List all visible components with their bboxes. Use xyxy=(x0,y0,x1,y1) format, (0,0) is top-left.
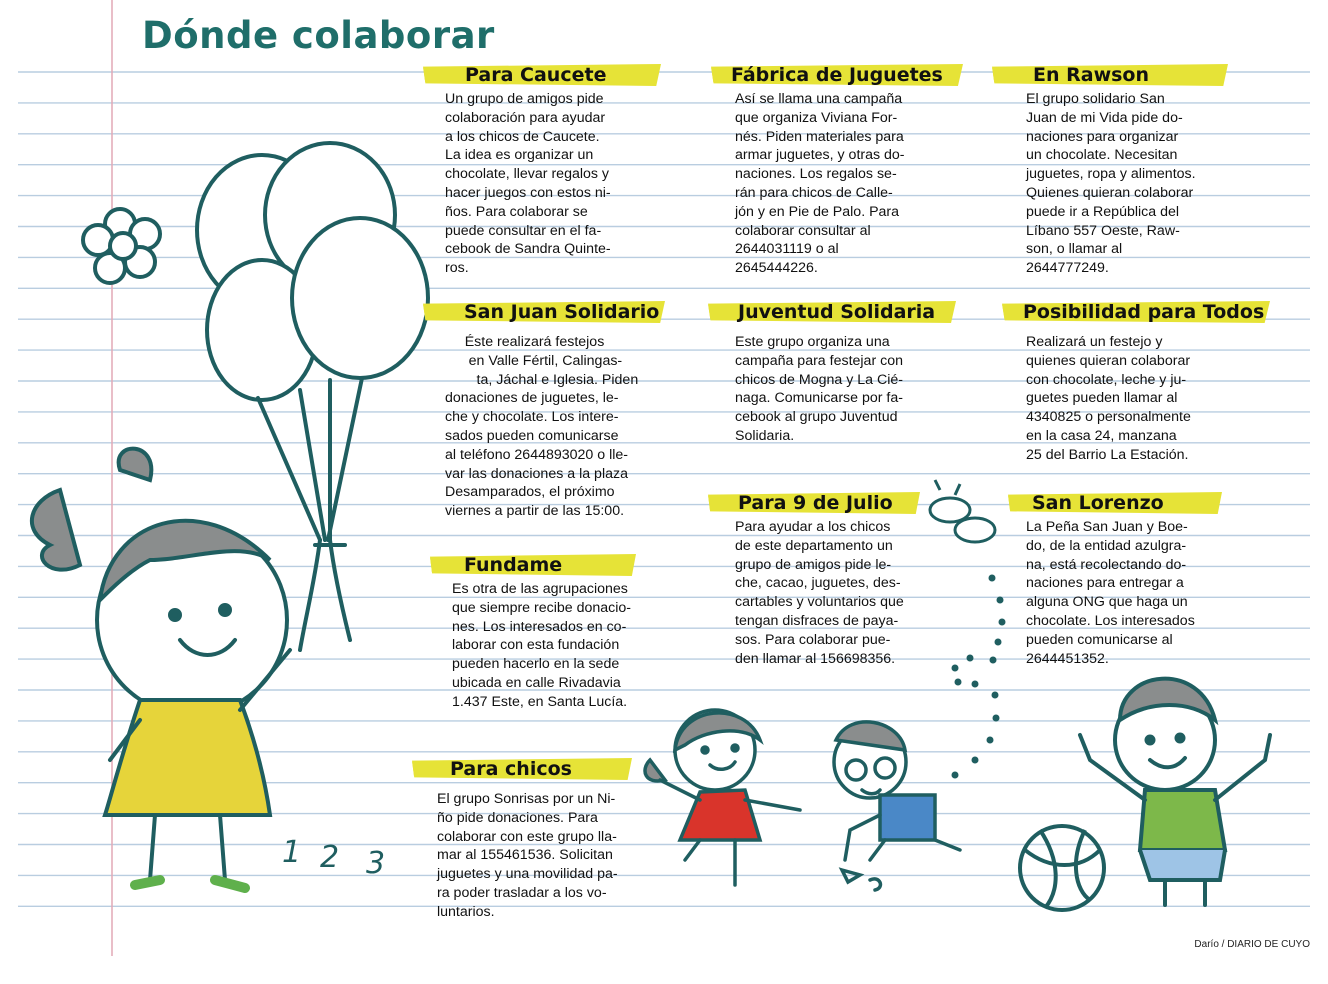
doodle-numbers xyxy=(282,835,385,881)
section-text: Este grupo organiza una campaña para festejar con chicos de Mogna y La Cié- naga. Comunicarse por fa- cebook al grupo Juventud Solidaria. xyxy=(735,334,903,444)
section-para-chicos xyxy=(437,756,618,922)
number-1: 1 xyxy=(282,835,302,870)
section-heading: En Rawson xyxy=(1033,64,1150,86)
section-header xyxy=(735,299,935,325)
credit-line: Darío / DIARIO DE CUYO xyxy=(1194,939,1310,950)
section-text: Éste realizará festejos en Valle Fértil, Calingas- ta, Jáchal e Iglesia. Piden donaciones de juguetes, le- che y chocolate. Los intere- sados pueden comunicarse al teléfono 2644893020 o lle- var las donaciones a la plaza Desamparados, el próximo viernes a partir de las 15:00. xyxy=(445,334,639,520)
section-header xyxy=(735,490,904,516)
section-text: Es otra de las agrupaciones que siempre recibe donacio- nes. Los interesados en co- laborar con esta fundación pueden hacerlo en la sede ubicada en calle Rivadavia 1.437 Este, en Santa Lucía. xyxy=(452,581,632,710)
section-header xyxy=(1026,62,1196,88)
section-text: Un grupo de amigos pide colaboración para ayudar a los chicos de Caucete. La idea es organizar un chocolate, llevar regalos y hacer juegos con estos ni- ños. Para colaborar se puede consultar en el fa- cebook de Sandra Quinte- ros. xyxy=(445,91,611,277)
section-text: El grupo Sonrisas por un Ni- ño pide donaciones. Para colaborar con este grupo lla- mar al 155461536. Solicitan juguetes y una movilidad pa- ra poder trasladar a los vo- luntarios. xyxy=(437,791,618,920)
section-text: La Peña San Juan y Boe- do, de la entidad azulgra- na, está recolectando do- naciones para entregar a alguna ONG que haga un chocolate. Los interesados pueden comunicarse al 2644451352. xyxy=(1026,519,1195,667)
girl-drawing xyxy=(32,449,290,888)
section-text: Realizará un festejo y quienes quieran colaborar con chocolate, leche y ju- guetes pueden llamar al 4340825 o personalmente en la casa 24, manzana 25 del Barrio La Estación. xyxy=(1026,334,1191,463)
flower-doodle xyxy=(83,209,160,283)
section-posibilidad-para-todos xyxy=(1023,299,1267,465)
section-heading: Juventud Solidaria xyxy=(738,301,936,323)
section-heading: Para Caucete xyxy=(465,64,607,86)
section-header xyxy=(437,756,618,782)
section-header xyxy=(445,62,611,88)
section-header xyxy=(731,62,947,88)
section-rawson xyxy=(1026,62,1196,278)
section-heading: San Lorenzo xyxy=(1032,492,1164,514)
waving-boy-drawing xyxy=(1080,679,1270,905)
number-3: 3 xyxy=(366,846,386,881)
section-heading: Fundame xyxy=(464,554,563,576)
section-san-juan-solidario xyxy=(445,299,659,521)
section-text: Para ayudar a los chicos de este departamento un grupo de amigos pide le- che, cacao, juguetes, des- cartables y voluntarios que tengan disfraces de paya- sos. Para colaborar pue- den llamar al 156698356. xyxy=(735,519,904,667)
section-heading: San Juan Solidario xyxy=(464,301,660,323)
running-girl-drawing xyxy=(645,710,800,885)
section-fundame xyxy=(452,552,631,712)
section-fabrica-de-juguetes xyxy=(731,62,947,278)
section-header xyxy=(1026,490,1195,516)
section-san-lorenzo xyxy=(1026,490,1195,668)
dotted-trail xyxy=(952,575,1006,779)
page-title: Dónde colaborar xyxy=(142,14,495,57)
section-header xyxy=(445,299,659,325)
section-9-de-julio xyxy=(735,490,904,668)
section-heading: Para chicos xyxy=(450,758,572,780)
section-header xyxy=(1023,299,1267,325)
section-text: Así se llama una campaña que organiza Viviana For- nés. Piden materiales para armar juguetes, y otras do- naciones. Los regalos se- rán para chicos de Calle- jón y en Pie de Palo. Para colaborar consultar al 2644031119 o al 2645444226. xyxy=(735,91,905,277)
section-text: El grupo solidario San Juan de mi Vida pide do- naciones para organizar un chocolate. Necesitan juguetes, ropa y alimentos. Quienes quieran colaborar puede ir a República del Líbano 557 Oeste, Raw- son, o llamar al 2644777249. xyxy=(1026,91,1196,277)
number-2: 2 xyxy=(320,840,340,875)
section-heading: Fábrica de Juguetes xyxy=(731,64,943,86)
section-heading: Posibilidad para Todos xyxy=(1023,301,1265,323)
section-heading: Para 9 de Julio xyxy=(738,492,893,514)
glasses-boy-drawing xyxy=(834,722,960,890)
section-header xyxy=(452,552,631,578)
butterfly-doodle xyxy=(930,480,995,542)
section-juventud-solidaria xyxy=(735,299,935,446)
ball-doodle xyxy=(1020,826,1104,910)
section-caucete xyxy=(445,62,611,278)
